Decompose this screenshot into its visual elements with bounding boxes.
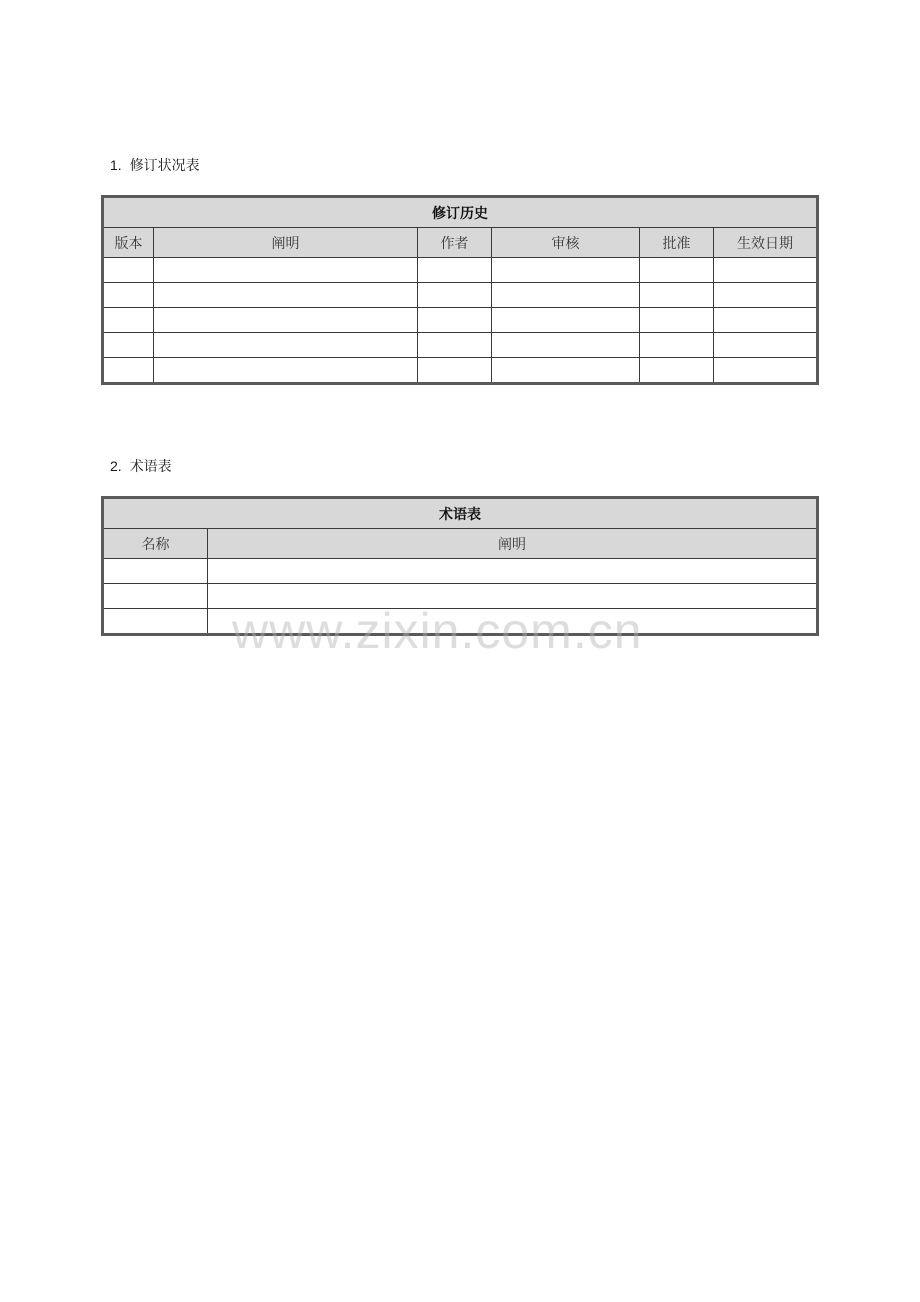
column-header-author: 作者 bbox=[418, 228, 492, 258]
table-cell bbox=[492, 308, 640, 333]
table-cell bbox=[103, 559, 208, 584]
table-cell bbox=[640, 358, 714, 384]
watermark: www.zixin.com.cn bbox=[232, 603, 643, 659]
table-row bbox=[103, 358, 818, 384]
table-cell bbox=[418, 358, 492, 384]
section-1-number: 1. bbox=[110, 157, 122, 173]
table-cell bbox=[418, 283, 492, 308]
table-cell bbox=[154, 358, 418, 384]
table-cell bbox=[714, 358, 818, 384]
column-header-name: 名称 bbox=[103, 529, 208, 559]
table-cell bbox=[154, 308, 418, 333]
table-cell bbox=[103, 358, 154, 384]
column-header-version: 版本 bbox=[103, 228, 154, 258]
table-row bbox=[103, 609, 818, 635]
column-header-approval: 批准 bbox=[640, 228, 714, 258]
revision-table-title: 修订历史 bbox=[103, 197, 818, 228]
section-1-title: 修订状况表 bbox=[129, 158, 200, 174]
table-cell bbox=[714, 283, 818, 308]
table-cell bbox=[640, 308, 714, 333]
column-header-review: 审核 bbox=[492, 228, 640, 258]
table-cell bbox=[640, 258, 714, 283]
table-cell bbox=[208, 609, 818, 635]
table-cell bbox=[492, 283, 640, 308]
revision-table-title-row bbox=[103, 197, 818, 228]
table-cell bbox=[418, 333, 492, 358]
table-cell bbox=[492, 258, 640, 283]
glossary-table-title-row bbox=[103, 498, 818, 529]
revision-table-header-row bbox=[103, 228, 818, 258]
glossary-table-title: 术语表 bbox=[103, 498, 818, 529]
table-cell bbox=[103, 609, 208, 635]
table-cell bbox=[714, 333, 818, 358]
table-cell bbox=[103, 333, 154, 358]
glossary-table-header-row bbox=[103, 529, 818, 559]
column-header-description: 阐明 bbox=[208, 529, 818, 559]
table-row bbox=[103, 258, 818, 283]
table-cell bbox=[208, 559, 818, 584]
table-cell bbox=[640, 333, 714, 358]
section-2-title: 术语表 bbox=[129, 459, 172, 475]
section-2-heading bbox=[110, 457, 172, 476]
table-cell bbox=[103, 584, 208, 609]
table-cell bbox=[103, 283, 154, 308]
table-cell bbox=[714, 308, 818, 333]
table-row bbox=[103, 308, 818, 333]
column-header-effective-date: 生效日期 bbox=[714, 228, 818, 258]
table-cell bbox=[208, 584, 818, 609]
table-cell bbox=[154, 283, 418, 308]
section-1-heading bbox=[110, 156, 200, 175]
table-cell bbox=[103, 258, 154, 283]
table-cell bbox=[418, 308, 492, 333]
table-cell bbox=[418, 258, 492, 283]
section-2-number: 2. bbox=[110, 458, 122, 474]
table-cell bbox=[640, 283, 714, 308]
glossary-table bbox=[101, 496, 819, 636]
table-row bbox=[103, 333, 818, 358]
table-cell bbox=[492, 333, 640, 358]
table-cell bbox=[714, 258, 818, 283]
revision-history-table bbox=[101, 195, 819, 385]
table-cell bbox=[103, 308, 154, 333]
table-cell bbox=[154, 333, 418, 358]
table-row bbox=[103, 283, 818, 308]
column-header-description: 阐明 bbox=[154, 228, 418, 258]
table-row bbox=[103, 559, 818, 584]
table-cell bbox=[492, 358, 640, 384]
table-cell bbox=[154, 258, 418, 283]
table-row bbox=[103, 584, 818, 609]
